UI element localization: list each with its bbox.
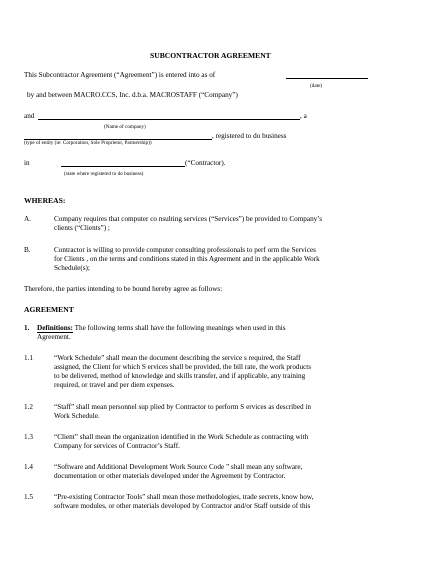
document-title: SUBCONTRACTOR AGREEMENT xyxy=(150,51,271,60)
date-blank[interactable] xyxy=(286,78,368,79)
contractor-label: (“Contractor). xyxy=(185,159,226,167)
state-blank[interactable] xyxy=(61,166,185,167)
therefore-text: Therefore, the parties intending to be bound hereby agree as follows: xyxy=(24,285,223,293)
definitions-line-2: Agreement. xyxy=(37,333,71,341)
whereas-marker-b: B. xyxy=(24,246,31,254)
comma-a: , a xyxy=(300,112,307,120)
clause-line: required, or travel and per diem expenses. xyxy=(54,381,175,389)
clause-line: “Pre-existing Contractor Tools” shall mean those methodologies, trade secrets, know how, xyxy=(54,493,314,501)
whereas-a-line: Company requires that computer co nsulting services (“Services”) be provided to Company’s xyxy=(54,215,323,223)
whereas-b-line: Schedule(s); xyxy=(54,264,90,272)
whereas-heading: WHEREAS: xyxy=(24,196,66,205)
clause-line: Work Schedule. xyxy=(54,412,100,420)
clause-line: assigned, the Client for which S ervices shall be provided, the bill rate, the work products xyxy=(54,363,312,371)
clause-line: software modules, or other materials developed by Contractor and/or Staff outside of this xyxy=(54,502,311,510)
clause-number: 1.5 xyxy=(24,493,33,501)
company-name-blank[interactable] xyxy=(38,119,300,120)
whereas-b-line: for Clients , on the terms and conditions stated in this Agreement and in the applicable Work xyxy=(54,255,320,263)
state-caption: (state where registered to do business) xyxy=(64,171,144,177)
registered-text: , registered to do business xyxy=(212,132,287,140)
intro-line-1: This Subcontractor Agreement (“Agreement”) is entered into as of xyxy=(24,71,216,79)
clause-number: 1.2 xyxy=(24,403,33,411)
date-caption: (date) xyxy=(310,83,323,89)
definitions-number: 1. xyxy=(24,324,30,332)
intro-line-2: by and between MACRO.CCS, Inc. d.b.a. MACROSTAFF (“Company”) xyxy=(27,91,238,99)
in-word: in xyxy=(24,159,30,167)
clause-line: “Staff” shall mean personnel sup plied by Contractor to perform S ervices as described in xyxy=(54,403,311,411)
clause-line: Company for services of Contractor’s Staff. xyxy=(54,442,180,450)
clause-line: “Work Schedule” shall mean the document describing the service s required, the Staff xyxy=(54,354,301,362)
clause-line: documentation or other materials developed under the Agreement by Contractor. xyxy=(54,472,286,480)
whereas-a-line: clients (“Clients”) ; xyxy=(54,224,110,232)
clause-number: 1.3 xyxy=(24,433,33,441)
definitions-line-1 xyxy=(37,324,286,333)
definitions-term: Definitions: xyxy=(37,324,73,332)
agreement-heading: AGREEMENT xyxy=(24,305,74,314)
clause-number: 1.1 xyxy=(24,354,33,362)
entity-caption: (type of entity (ie: Corporation, Sole Proprietor, Partnership)) xyxy=(24,140,152,146)
and-word: and xyxy=(24,112,35,120)
name-caption: (Name of company) xyxy=(104,124,146,130)
clause-line: “Software and Additional Development Work Source Code ” shall mean any software, xyxy=(54,463,303,471)
whereas-b-line: Contractor is willing to provide computer consulting professionals to perf orm the Services xyxy=(54,246,316,254)
whereas-marker-a: A. xyxy=(24,215,31,223)
clause-number: 1.4 xyxy=(24,463,33,471)
definitions-intro: The following terms shall have the following meanings when used in this xyxy=(72,324,286,332)
clause-line: to be delivered, method of knowledge and skills transfer, and if applicable, any training xyxy=(54,372,306,380)
clause-line: “Client” shall mean the organization identified in the Work Schedule as contracting with xyxy=(54,433,309,441)
